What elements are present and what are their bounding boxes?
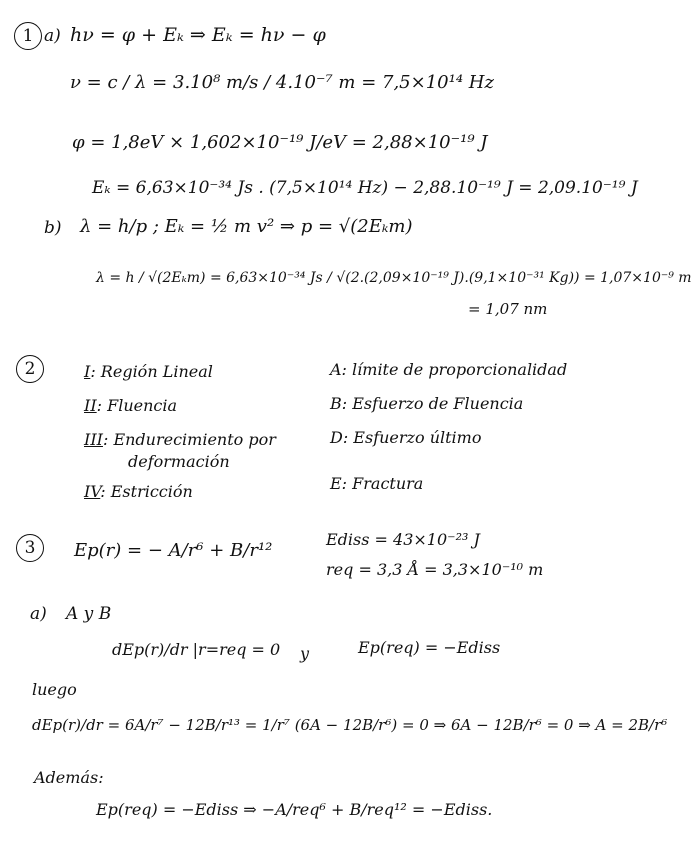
ademas-text: Además: [34,768,104,787]
point-E: E: Fractura [330,474,424,493]
energy-condition: Ep(req) = −Ediss [358,638,501,657]
problem-1-number: 1 [14,22,42,50]
part-b-label: b) [44,218,62,238]
dissociation-energy: Ediss = 43×10⁻²³ J [326,530,480,549]
region-I [84,362,213,381]
derivative-condition: dEp(r)/dr |r=req = 0 [112,640,281,659]
region-III-numeral: III [84,430,103,449]
luego-text: luego [32,680,77,699]
equation-work-function: φ = 1,8eV × 1,602×10⁻¹⁹ J/eV = 2,88×10⁻¹⁹ J [72,132,488,153]
equilibrium-distance: req = 3,3 Å = 3,3×10⁻¹⁰ m [326,560,544,579]
equation-kinetic-energy: Eₖ = 6,63×10⁻³⁴ Js . (7,5×10¹⁴ Hz) − 2,88.10⁻¹⁹ J = 2,09.10⁻¹⁹ J [92,178,638,198]
region-III [84,430,276,449]
region-II-numeral: II [84,396,97,415]
unknowns-text: A y B [66,604,112,624]
problem-2-number: 2 [16,355,44,383]
equation-wavelength: λ = h / √(2Eₖm) = 6,63×10⁻³⁴ Js / √(2.(2,09×10⁻¹⁹ J).(9,1×10⁻³¹ Kg)) = 1,07×10⁻⁹ m [96,270,692,286]
equation-frequency: ν = c / λ = 3.10⁸ m/s / 4.10⁻⁷ m = 7,5×10¹⁴ Hz [70,72,494,93]
point-A: A: límite de proporcionalidad [330,360,568,379]
point-B: B: Esfuerzo de Fluencia [330,394,524,413]
equation-potential: Ep(r) = − A/r⁶ + B/r¹² [74,540,273,561]
region-IV-text: : Estricción [100,482,193,501]
region-IV-numeral: IV [84,482,101,501]
and-text: y [300,644,310,663]
part-a-label: a) [44,26,61,46]
derivative-expansion: dEp(r)/dr = 6A/r⁷ − 12B/r¹³ = 1/r⁷ (6A − 12B/r⁶) = 0 ⇒ 6A − 12B/r⁶ = 0 ⇒ A = 2B/r⁶ [32,716,668,734]
equation-de-broglie: λ = h/p ; Eₖ = ½ m v² ⇒ p = √(2Eₖm) [80,216,413,237]
region-IV [84,482,193,501]
energy-equation: Ep(req) = −Ediss ⇒ −A/req⁶ + B/req¹² = −Ediss. [96,800,493,819]
region-I-text: : Región Lineal [90,362,213,381]
problem-3-number: 3 [16,534,44,562]
equation-wavelength-nm: = 1,07 nm [468,300,548,318]
region-II-text: : Fluencia [96,396,178,415]
part-a-label-3: a) [30,604,47,624]
region-I-numeral: I [84,362,91,381]
equation-photoelectric: hν = φ + Eₖ ⇒ Eₖ = hν − φ [70,24,326,46]
point-D: D: Esfuerzo último [330,428,482,447]
region-II [84,396,177,415]
region-III-continuation: deformación [128,452,230,471]
region-III-text: : Endurecimiento por [102,430,276,449]
